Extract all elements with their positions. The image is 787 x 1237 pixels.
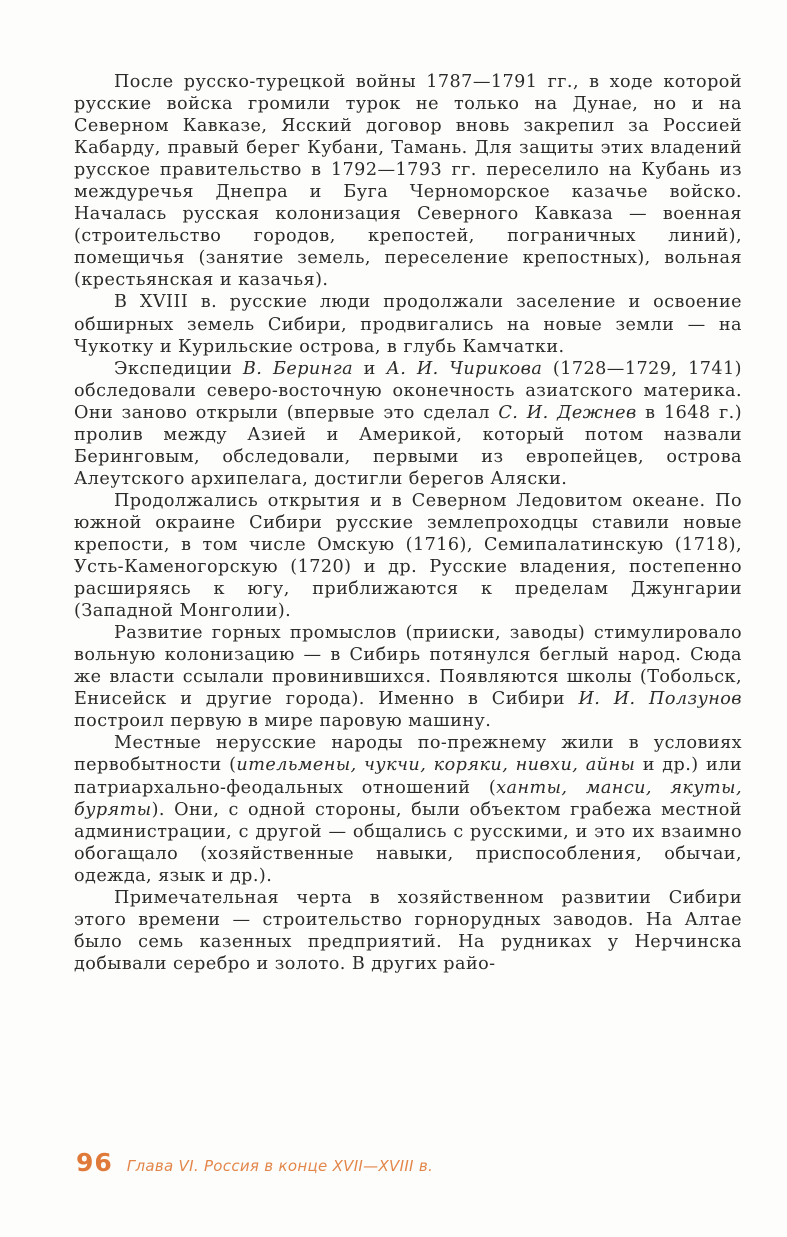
page-footer xyxy=(76,1148,433,1178)
paragraph xyxy=(74,358,742,490)
paragraph xyxy=(74,732,742,886)
page-number: 96 xyxy=(76,1148,113,1177)
paragraph xyxy=(74,887,742,975)
italic-name-span: И. И. Ползунов xyxy=(578,689,742,710)
paragraph xyxy=(74,622,742,732)
paragraph xyxy=(74,490,742,622)
text-span: В XVIII в. русские люди продолжали заселение и освоение обширных земель Сибири, продвигались на новые земли — на Чукотку и Курильские острова, в глубь Камчатки. xyxy=(74,292,742,357)
chapter-title: Глава VI. Россия в конце XVII—XVIII в. xyxy=(126,1157,434,1175)
text-span: Местные нерусские народы по-прежнему жили в условиях первобытности ( xyxy=(74,733,742,776)
italic-name-span: С. И. Дежнев xyxy=(498,402,637,423)
italic-name-span: ханты, манси, якуты, буряты xyxy=(74,777,743,820)
text-span: (1728—1729, 1741) обследовали северо-восточную оконечность азиатского материка. Они заново открыли (впервые это сделал xyxy=(74,358,742,423)
text-span: Примечательная черта в хозяйственном развитии Сибири этого времени — строительство горнорудных заводов. На Алтае было семь казенных предприятий. На рудниках у Нерчинска добывали серебро и золото. В других райо- xyxy=(74,887,742,974)
italic-name-span: А. И. Чирикова xyxy=(386,358,543,379)
text-span: Экспедиции xyxy=(114,358,243,379)
text-span: Развитие горных промыслов (прииски, заводы) стимулировало вольную колонизацию — в Сибирь потянулся беглый народ. Сюда же власти ссылали провинившихся. Появляются школы (Тобольск, Енисейск и другие города). Именно в Сибири xyxy=(74,623,742,710)
body-text xyxy=(74,71,742,975)
paragraph xyxy=(74,71,742,291)
text-span: и xyxy=(353,358,387,379)
text-span: Продолжались открытия и в Северном Ледовитом океане. По южной окраине Сибири русские землепроходцы ставили новые крепости, в том числе Омскую (1716), Семипалатинскую (1718), Усть-Каменогорскую (1720) и др. Русские владения, постепенно расширяясь к югу, приближаются к пределам Джунгарии (Западной Монголии). xyxy=(74,490,742,622)
text-span: построил первую в мире паровую машину. xyxy=(74,711,492,732)
text-span: в 1648 г.) пролив между Азией и Америкой, который потом назвали Беринговым, обследовали, первыми из европейцев, острова Алеутского архипелага, достигли берегов Аляски. xyxy=(74,402,743,489)
italic-name-span: ительмены, чукчи, коряки, нивхи, айны xyxy=(236,755,636,776)
text-span: и др.) или патриархально-феодальных отношений ( xyxy=(74,755,742,798)
paragraph xyxy=(74,291,742,357)
text-span: ). Они, с одной стороны, были объектом грабежа местной администрации, с другой — общались с русскими, и это их взаимно обогащало (хозяйственные навыки, приспособления, обычаи, одежда, язык и др.). xyxy=(74,799,742,886)
text-span: После русско-турецкой войны 1787—1791 гг., в ходе которой русские войска громили турок не только на Дунае, но и на Северном Кавказе, Ясский договор вновь закрепил за Россией Кабарду, правый берег Кубани, Тамань. Для защиты этих владений русское правительство в 1792—1793 гг. переселило на Кубань из междуречья Днепра и Буга Черноморское казачье войско. Началась русская колонизация Северного Кавказа — военная (строительство городов, крепостей, пограничных линий), помещичья (занятие земель, переселение крепостных), вольная (крестьянская и казачья). xyxy=(74,72,742,291)
italic-name-span: В. Беринга xyxy=(242,358,354,379)
